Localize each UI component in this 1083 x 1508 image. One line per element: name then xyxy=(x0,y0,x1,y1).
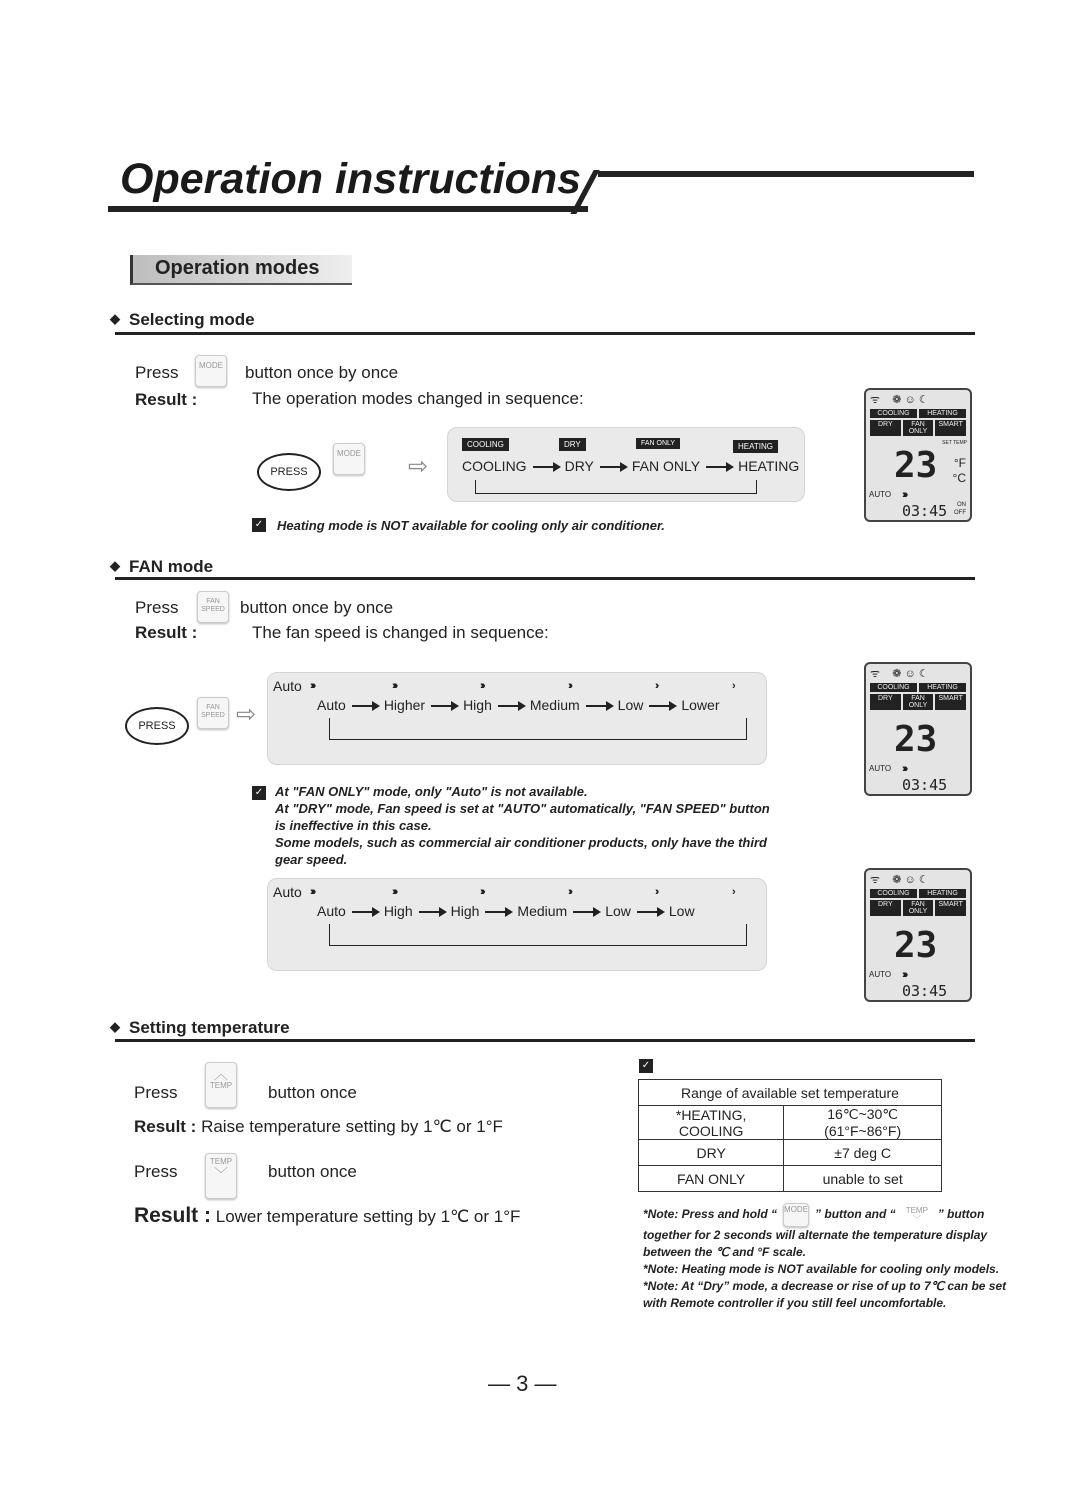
title-overline xyxy=(598,171,974,177)
mode-button-icon: MODE xyxy=(783,1203,809,1227)
mode-tag: FAN ONLY xyxy=(636,438,680,449)
mode-heating: HEATING xyxy=(738,458,800,474)
loop-arrow xyxy=(329,718,747,740)
divider xyxy=(115,332,975,335)
mode-cooling: COOLING xyxy=(462,458,527,474)
title-underline xyxy=(108,206,588,212)
result-text: The fan speed is changed in sequence: xyxy=(252,623,549,642)
press-hand-icon: PRESS xyxy=(125,707,189,745)
lcd-temperature: 23 xyxy=(894,719,938,760)
mode-tag: HEATING xyxy=(733,440,778,453)
press-label: Press xyxy=(134,1083,178,1102)
lcd-smart: SMART xyxy=(935,420,966,436)
press-label: Press xyxy=(135,598,179,617)
lcd-temperature: 23 xyxy=(894,445,938,486)
fan-sequence: Auto High High Medium Low Low xyxy=(317,903,695,919)
lcd-fan-only: FAN ONLY xyxy=(903,420,934,436)
press-instruction: button once xyxy=(268,1162,357,1181)
lcd-on: ON xyxy=(957,502,966,508)
lcd-display: ᯤ ❁ ☺ ☾ COOLING HEATING DRY FAN ONLY SMART 23 AUTO ››››› 03:45 xyxy=(864,868,972,1002)
press-hand-icon: PRESS xyxy=(257,453,321,491)
lcd-off: OFF xyxy=(954,510,966,516)
heating-note: Heating mode is NOT available for cooling only air conditioner. xyxy=(277,518,665,533)
lcd-temperature: 23 xyxy=(894,925,938,966)
fan-auto-label: Auto xyxy=(273,678,302,694)
lcd-fan-level: ››››› xyxy=(902,489,906,501)
mode-tag: DRY xyxy=(559,438,586,451)
temp-down-button-icon: TEMP ﹀ xyxy=(905,1206,928,1224)
page-number: — 3 — xyxy=(488,1371,557,1396)
lcd-display: ᯤ ❁ ☺ ☾ COOLING HEATING DRY FAN ONLY SMART 23 AUTO ››››› 03:45 xyxy=(864,662,972,796)
mode-dry: DRY xyxy=(564,458,594,474)
fan-auto-label: Auto xyxy=(273,884,302,900)
page-title: Operation instructions xyxy=(120,155,582,203)
result-label: Result : xyxy=(135,390,198,409)
lcd-cooling: COOLING xyxy=(870,409,917,418)
press-label: Press xyxy=(134,1162,178,1181)
lcd-display xyxy=(864,388,972,522)
arrow-right-icon: ⇨ xyxy=(236,701,257,728)
fan-notes: At "FAN ONLY" mode, only "Auto" is not available. At "DRY" mode, Fan speed is set at "AUTO" automatically, "FAN SPEED" button is ineffective in this case. Some models, such as commercial air conditioner products, only have the third gear speed. xyxy=(275,784,770,867)
mode-tag: COOLING xyxy=(462,438,509,451)
mode-sequence xyxy=(462,458,799,474)
lcd-heating: HEATING xyxy=(919,409,966,418)
lcd-auto: AUTO xyxy=(869,490,892,499)
temp-down-button-icon: TEMP ﹀ xyxy=(205,1153,237,1199)
lcd-icons: ᯤ ❁ ☺ ☾ xyxy=(870,874,929,886)
note-icon: ✓ xyxy=(252,786,266,800)
press-instruction: button once by once xyxy=(240,598,394,617)
fan-mode-heading: ◆ FAN mode xyxy=(110,557,213,577)
note-icon: ✓ xyxy=(252,518,266,532)
setting-temperature-heading: ◆ Setting temperature xyxy=(110,1018,290,1038)
mode-button-icon: MODE xyxy=(195,355,227,387)
temperature-notes: *Note: Press and hold “ MODE ” button and “ TEMP ﹀ ” button together for 2 seconds will alternate the temperature display between the ℃ and °F scale. *Note: Heating mode is NOT available for cooling only models. *Note: At “Dry” mode, a decrease or rise of up to 7℃ can be set with Remote controller if you still feel uncomfortable. xyxy=(643,1205,1007,1310)
mode-button-icon: MODE xyxy=(333,443,365,475)
lcd-dry: DRY xyxy=(870,420,901,436)
arrow-right-icon: ⇨ xyxy=(408,453,429,480)
selecting-mode-heading: ◆ Selecting mode xyxy=(110,310,255,330)
lcd-celsius: °C xyxy=(952,471,966,485)
lcd-time: 03:45 xyxy=(902,502,948,520)
lcd-time: 03:45 xyxy=(902,982,948,1000)
fan-sequence: Auto Higher High Medium Low Lower xyxy=(317,697,720,713)
loop-arrow xyxy=(329,924,747,946)
note-icon: ✓ xyxy=(639,1059,653,1073)
result-lower: Result : Lower temperature setting by 1℃ or 1°F xyxy=(134,1204,521,1227)
fan-speed-button-icon: FAN SPEED xyxy=(197,591,229,623)
result-raise: Result : Raise temperature setting by 1℃ or 1°F xyxy=(134,1117,503,1136)
section-heading: Operation modes xyxy=(130,255,352,285)
mode-fan-only: FAN ONLY xyxy=(631,458,701,474)
lcd-fahrenheit: °F xyxy=(953,456,966,470)
lcd-set-temp: SET TEMP xyxy=(942,440,967,446)
lcd-time: 03:45 xyxy=(902,776,948,794)
lcd-icons: ᯤ ❁ ☺ ☾ xyxy=(870,394,929,406)
result-text: The operation modes changed in sequence: xyxy=(252,389,584,408)
divider xyxy=(115,1039,975,1042)
fan-speed-button-icon: FAN SPEED xyxy=(197,697,229,729)
temperature-range-table: Range of available set temperature *HEATING, COOLING 16℃~30℃ (61°F~86°F) DRY ±7 deg C FAN ONLY unable to set xyxy=(638,1079,942,1192)
press-instruction: button once xyxy=(268,1083,357,1102)
loop-arrow xyxy=(475,480,757,494)
result-label: Result : xyxy=(135,623,198,642)
divider xyxy=(115,577,975,580)
press-instruction: button once by once xyxy=(245,363,399,382)
temp-up-button-icon: ︿ TEMP xyxy=(205,1062,237,1108)
press-label: Press xyxy=(135,363,179,382)
lcd-icons: ᯤ ❁ ☺ ☾ xyxy=(870,668,929,680)
